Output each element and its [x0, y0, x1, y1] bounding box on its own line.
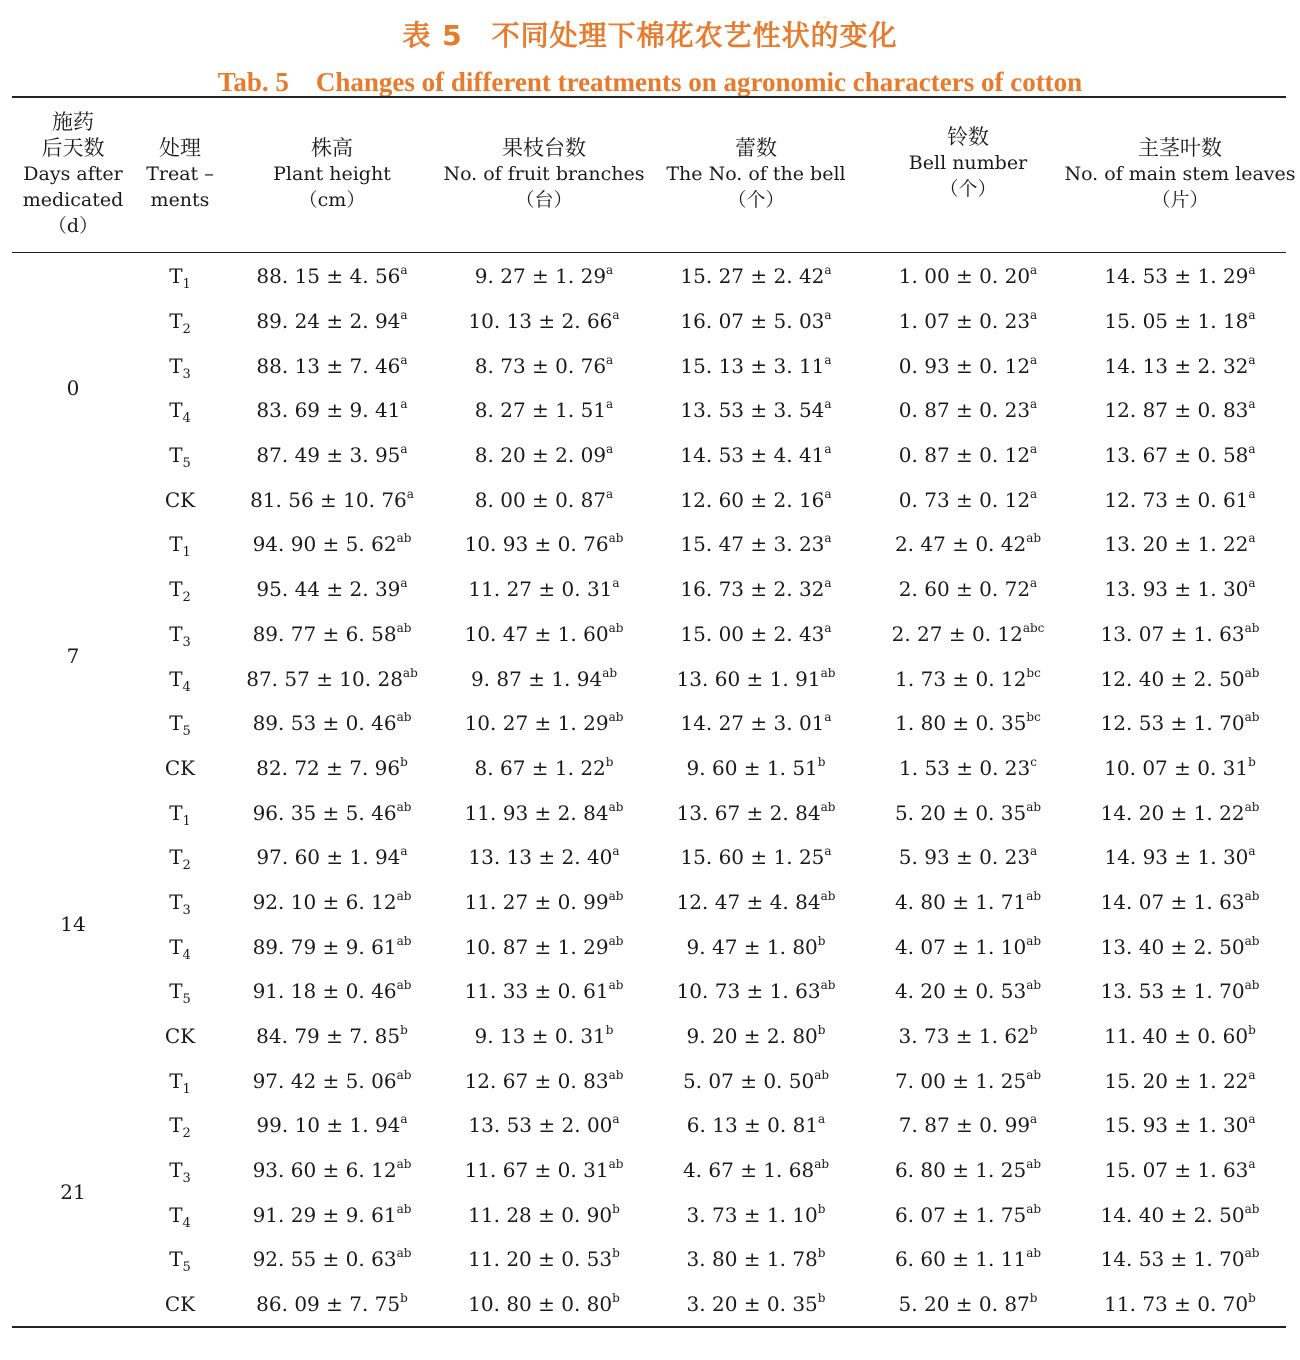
value-cell: 2. 60 ± 0. 72$^a$: [898, 576, 1038, 602]
value-cell: 10. 93 ± 0. $76^{ab}$: [464, 531, 624, 557]
value-cell: 91. 29 ± 9. $61^{ab}$: [252, 1201, 412, 1227]
value-cell: 3. 80 ± 1. 78$^b$: [686, 1246, 826, 1272]
treatment-cell: $T_5$: [169, 711, 191, 740]
value-cell: 3. 73 ± 1. 10$^b$: [686, 1201, 826, 1227]
value-cell: 4. 80 ± 1. $71^{ab}$: [894, 888, 1042, 914]
treatment-cell: CK: [164, 755, 196, 780]
treatment-cell: $T_4$: [169, 934, 191, 963]
table-row: [12, 522, 1286, 567]
treatment-cell: $T_3$: [169, 621, 191, 650]
value-cell: 1. 73 ± 0. $12^{bc}$: [895, 665, 1041, 691]
value-cell: 14. 27 ± 3. 01$^a$: [680, 710, 832, 736]
value-cell: 4. 20 ± 0. $53^{ab}$: [894, 978, 1042, 1004]
value-cell: 13. 53 ± 2. 00$^a$: [468, 1112, 620, 1138]
value-cell: 15. 07 ± 1. 63$^a$: [1104, 1157, 1256, 1183]
value-cell: 4. 07 ± 1. $10^{ab}$: [894, 933, 1042, 959]
value-cell: 14. 40 ± 2. $50^{ab}$: [1100, 1201, 1260, 1227]
value-cell: 13. 53 ± 3. 54$^a$: [680, 397, 832, 423]
treatment-cell: $T_1$: [169, 532, 191, 561]
value-cell: 13. 40 ± 2. $50^{ab}$: [1100, 933, 1260, 959]
table-caption-zh: 表 5 不同处理下棉花农艺性状的变化: [402, 19, 898, 52]
table-row: [12, 701, 1286, 746]
value-cell: 89. 24 ± 2. 94$^a$: [256, 308, 408, 334]
value-cell: 12. 47 ± 4. $84^{ab}$: [676, 888, 836, 914]
value-cell: 5. 93 ± 0. 23$^a$: [898, 844, 1038, 870]
value-cell: 14. 20 ± 1. $22^{ab}$: [1100, 799, 1260, 825]
value-cell: 15. 47 ± 3. 23$^a$: [680, 531, 832, 557]
header-fruit-branches: 果枝台数 No. of fruit branches （台）: [443, 136, 645, 211]
value-cell: 11. 20 ± 0. 53$^b$: [468, 1246, 620, 1272]
value-cell: 11. 40 ± 0. 60$^b$: [1104, 1023, 1256, 1049]
top-rule: [12, 96, 1286, 98]
treatment-cell: $T_2$: [169, 577, 191, 606]
value-cell: 10. 87 ± 1. $29^{ab}$: [464, 933, 624, 959]
table-row: [12, 1103, 1286, 1148]
value-cell: 2. 47 ± 0. $42^{ab}$: [894, 531, 1042, 557]
table-row: [12, 1058, 1286, 1103]
treatment-cell: $T_4$: [169, 666, 191, 695]
value-cell: 9. 47 ± 1. 80$^b$: [686, 933, 826, 959]
value-cell: 8. 20 ± 2. 09$^a$: [474, 442, 614, 468]
value-cell: 13. 13 ± 2. 40$^a$: [468, 844, 620, 870]
value-cell: 10. 07 ± 0. 31$^b$: [1104, 754, 1256, 780]
value-cell: 0. 87 ± 0. 23$^a$: [898, 397, 1038, 423]
value-cell: 9. 87 ± 1. $94^{ab}$: [470, 665, 618, 691]
value-cell: 15. 20 ± 1. 22$^a$: [1104, 1067, 1256, 1093]
value-cell: 3. 20 ± 0. 35$^b$: [686, 1291, 826, 1317]
value-cell: 5. 20 ± 0. 87$^b$: [898, 1291, 1038, 1317]
value-cell: 97. 42 ± 5. $06^{ab}$: [252, 1067, 412, 1093]
value-cell: 11. 28 ± 0. 90$^b$: [468, 1201, 620, 1227]
value-cell: 8. 73 ± 0. 76$^a$: [474, 352, 614, 378]
treatment-cell: $T_2$: [169, 309, 191, 338]
table-row: [12, 1192, 1286, 1237]
treatment-cell: $T_2$: [169, 845, 191, 874]
table-row: [12, 254, 1286, 299]
value-cell: 11. 27 ± 0. $99^{ab}$: [464, 888, 624, 914]
value-cell: 13. 67 ± 0. 58$^a$: [1104, 442, 1256, 468]
value-cell: 1. 80 ± 0. $35^{bc}$: [895, 710, 1041, 736]
value-cell: 6. 80 ± 1. $25^{ab}$: [894, 1157, 1042, 1183]
value-cell: 11. 27 ± 0. 31$^a$: [468, 576, 620, 602]
value-cell: 2. 27 ± 0. $12^{abc}$: [891, 620, 1045, 646]
value-cell: 14. 93 ± 1. 30$^a$: [1104, 844, 1256, 870]
table-row: [12, 746, 1286, 791]
value-cell: 16. 07 ± 5. 03$^a$: [680, 308, 832, 334]
table-row: [12, 343, 1286, 388]
value-cell: 6. 13 ± 0. 81$^a$: [686, 1112, 826, 1138]
value-cell: 1. 07 ± 0. 23$^a$: [898, 308, 1038, 334]
table-row: [12, 924, 1286, 969]
value-cell: 11. 33 ± 0. $61^{ab}$: [464, 978, 624, 1004]
value-cell: 6. 60 ± 1. $11^{ab}$: [894, 1246, 1042, 1272]
value-cell: 10. 80 ± 0. 80$^b$: [468, 1291, 620, 1317]
table-row: [12, 433, 1286, 478]
treatment-cell: $T_1$: [169, 800, 191, 829]
value-cell: 89. 53 ± 0. $46^{ab}$: [252, 710, 412, 736]
value-cell: 13. 93 ± 1. 30$^a$: [1104, 576, 1256, 602]
value-cell: 88. 15 ± 4. 56$^a$: [256, 263, 408, 289]
treatment-cell: $T_1$: [169, 264, 191, 293]
value-cell: 9. 20 ± 2. 80$^b$: [686, 1023, 826, 1049]
value-cell: 13. 60 ± 1. $91^{ab}$: [676, 665, 836, 691]
value-cell: 7. 87 ± 0. 99$^a$: [898, 1112, 1038, 1138]
header-plant-height: 株高 Plant height （cm）: [273, 136, 391, 211]
treatment-cell: CK: [164, 1024, 196, 1049]
table-row: [12, 656, 1286, 701]
value-cell: 8. 00 ± 0. 87$^a$: [474, 486, 614, 512]
value-cell: 14. 13 ± 2. 32$^a$: [1104, 352, 1256, 378]
value-cell: 5. 07 ± 0. $50^{ab}$: [682, 1067, 830, 1093]
table-row: [12, 1282, 1286, 1327]
value-cell: 10. 13 ± 2. 66$^a$: [468, 308, 620, 334]
value-cell: 92. 10 ± 6. $12^{ab}$: [252, 888, 412, 914]
data-table: [12, 254, 1286, 1327]
value-cell: 15. 60 ± 1. 25$^a$: [680, 844, 832, 870]
value-cell: 96. 35 ± 5. $46^{ab}$: [252, 799, 412, 825]
treatment-cell: $T_3$: [169, 1158, 191, 1187]
treatment-cell: CK: [164, 487, 196, 512]
table-row: [12, 299, 1286, 344]
table-row: [12, 388, 1286, 433]
value-cell: 83. 69 ± 9. 41$^a$: [256, 397, 408, 423]
value-cell: 13. 20 ± 1. 22$^a$: [1104, 531, 1256, 557]
value-cell: 93. 60 ± 6. $12^{ab}$: [252, 1157, 412, 1183]
header-treatments: 处理 Treat – ments: [146, 136, 214, 211]
treatment-cell: $T_4$: [169, 398, 191, 427]
header-bell: 蕾数 The No. of the bell （个）: [666, 136, 846, 211]
header-days: 施药 后天数 Days after medicated （d）: [22, 110, 124, 237]
value-cell: 10. 27 ± 1. $29^{ab}$: [464, 710, 624, 736]
bottom-rule: [12, 1326, 1286, 1328]
value-cell: 1. 00 ± 0. 20$^a$: [898, 263, 1038, 289]
table-row: [12, 880, 1286, 925]
value-cell: 11. 73 ± 0. 70$^b$: [1104, 1291, 1256, 1317]
treatment-cell: $T_2$: [169, 1113, 191, 1142]
value-cell: 0. 73 ± 0. 12$^a$: [898, 486, 1038, 512]
value-cell: 12. 87 ± 0. 83$^a$: [1104, 397, 1256, 423]
value-cell: 89. 79 ± 9. $61^{ab}$: [252, 933, 412, 959]
value-cell: 9. 60 ± 1. 51$^b$: [686, 754, 826, 780]
value-cell: 13. 67 ± 2. $84^{ab}$: [676, 799, 836, 825]
value-cell: 81. 56 ± 10. 76$^a$: [250, 486, 414, 512]
table-row: [12, 1148, 1286, 1193]
value-cell: 5. 20 ± 0. $35^{ab}$: [894, 799, 1042, 825]
value-cell: 15. 27 ± 2. 42$^a$: [680, 263, 832, 289]
value-cell: 12. 73 ± 0. 61$^a$: [1104, 486, 1256, 512]
treatment-cell: $T_1$: [169, 1068, 191, 1097]
header-rule: [12, 252, 1286, 253]
table-row: [12, 790, 1286, 835]
value-cell: 14. 53 ± 1. $70^{ab}$: [1100, 1246, 1260, 1272]
value-cell: 11. 93 ± 2. $84^{ab}$: [464, 799, 624, 825]
days-cell: 0: [66, 376, 80, 401]
treatment-cell: CK: [164, 1292, 196, 1317]
value-cell: 3. 73 ± 1. 62$^b$: [898, 1023, 1038, 1049]
value-cell: 11. 67 ± 0. $31^{ab}$: [464, 1157, 624, 1183]
value-cell: 92. 55 ± 0. $63^{ab}$: [252, 1246, 412, 1272]
value-cell: 99. 10 ± 1. 94$^a$: [256, 1112, 408, 1138]
table-row: [12, 1014, 1286, 1059]
table-row: [12, 567, 1286, 612]
value-cell: 10. 47 ± 1. $60^{ab}$: [464, 620, 624, 646]
value-cell: 15. 05 ± 1. 18$^a$: [1104, 308, 1256, 334]
value-cell: 9. 27 ± 1. 29$^a$: [474, 263, 614, 289]
value-cell: 16. 73 ± 2. 32$^a$: [680, 576, 832, 602]
days-cell: 14: [60, 912, 86, 937]
value-cell: 84. 79 ± 7. 85$^b$: [256, 1023, 408, 1049]
treatment-cell: $T_3$: [169, 889, 191, 918]
value-cell: 14. 07 ± 1. $63^{ab}$: [1100, 888, 1260, 914]
table-row: [12, 612, 1286, 657]
value-cell: 14. 53 ± 4. 41$^a$: [680, 442, 832, 468]
treatment-cell: $T_4$: [169, 1202, 191, 1231]
table-row: [12, 477, 1286, 522]
value-cell: 15. 13 ± 3. 11$^a$: [680, 352, 832, 378]
value-cell: 6. 07 ± 1. $75^{ab}$: [894, 1201, 1042, 1227]
value-cell: 9. 13 ± 0. 31$^b$: [474, 1023, 614, 1049]
header-bell-number: 铃数 Bell number （个）: [908, 125, 1028, 200]
value-cell: 91. 18 ± 0. $46^{ab}$: [252, 978, 412, 1004]
treatment-cell: $T_3$: [169, 353, 191, 382]
value-cell: 1. 53 ± 0. 23$^c$: [899, 754, 1037, 780]
value-cell: 10. 73 ± 1. $63^{ab}$: [676, 978, 836, 1004]
value-cell: 12. 40 ± 2. $50^{ab}$: [1100, 665, 1260, 691]
value-cell: 14. 53 ± 1. 29$^a$: [1104, 263, 1256, 289]
table-caption-en: Tab. 5 Changes of different treatments on agronomic characters of cotton: [217, 67, 1083, 97]
value-cell: 86. 09 ± 7. 75$^b$: [256, 1291, 408, 1317]
value-cell: 0. 93 ± 0. 12$^a$: [898, 352, 1038, 378]
value-cell: 13. 53 ± 1. $70^{ab}$: [1100, 978, 1260, 1004]
value-cell: 15. 00 ± 2. 43$^a$: [680, 620, 832, 646]
table-row: [12, 835, 1286, 880]
value-cell: 13. 07 ± 1. $63^{ab}$: [1100, 620, 1260, 646]
value-cell: 12. 53 ± 1. $70^{ab}$: [1100, 710, 1260, 736]
treatment-cell: $T_5$: [169, 443, 191, 472]
value-cell: 87. 49 ± 3. 95$^a$: [256, 442, 408, 468]
treatment-cell: $T_5$: [169, 979, 191, 1008]
value-cell: 12. 67 ± 0. $83^{ab}$: [464, 1067, 624, 1093]
value-cell: 88. 13 ± 7. 46$^a$: [256, 352, 408, 378]
value-cell: 12. 60 ± 2. 16$^a$: [680, 486, 832, 512]
value-cell: 15. 93 ± 1. 30$^a$: [1104, 1112, 1256, 1138]
value-cell: 4. 67 ± 1. $68^{ab}$: [682, 1157, 830, 1183]
header-main-stem-leaves: 主茎叶数 No. of main stem leaves （片）: [1064, 136, 1296, 211]
value-cell: 82. 72 ± 7. 96$^b$: [256, 754, 408, 780]
treatment-cell: $T_5$: [169, 1247, 191, 1276]
value-cell: 0. 87 ± 0. 12$^a$: [898, 442, 1038, 468]
value-cell: 8. 67 ± 1. 22$^b$: [474, 754, 614, 780]
table-row: [12, 1237, 1286, 1282]
value-cell: 94. 90 ± 5. $62^{ab}$: [252, 531, 412, 557]
value-cell: 87. 57 ± 10. $28^{ab}$: [246, 665, 418, 691]
value-cell: 8. 27 ± 1. 51$^a$: [474, 397, 614, 423]
days-cell: 7: [66, 644, 80, 669]
data-table-body: [12, 254, 1286, 1327]
table-row: [12, 969, 1286, 1014]
days-cell: 21: [60, 1180, 86, 1205]
value-cell: 97. 60 ± 1. 94$^a$: [256, 844, 408, 870]
value-cell: 7. 00 ± 1. $25^{ab}$: [894, 1067, 1042, 1093]
value-cell: 89. 77 ± 6. $58^{ab}$: [252, 620, 412, 646]
value-cell: 95. 44 ± 2. 39$^a$: [256, 576, 408, 602]
